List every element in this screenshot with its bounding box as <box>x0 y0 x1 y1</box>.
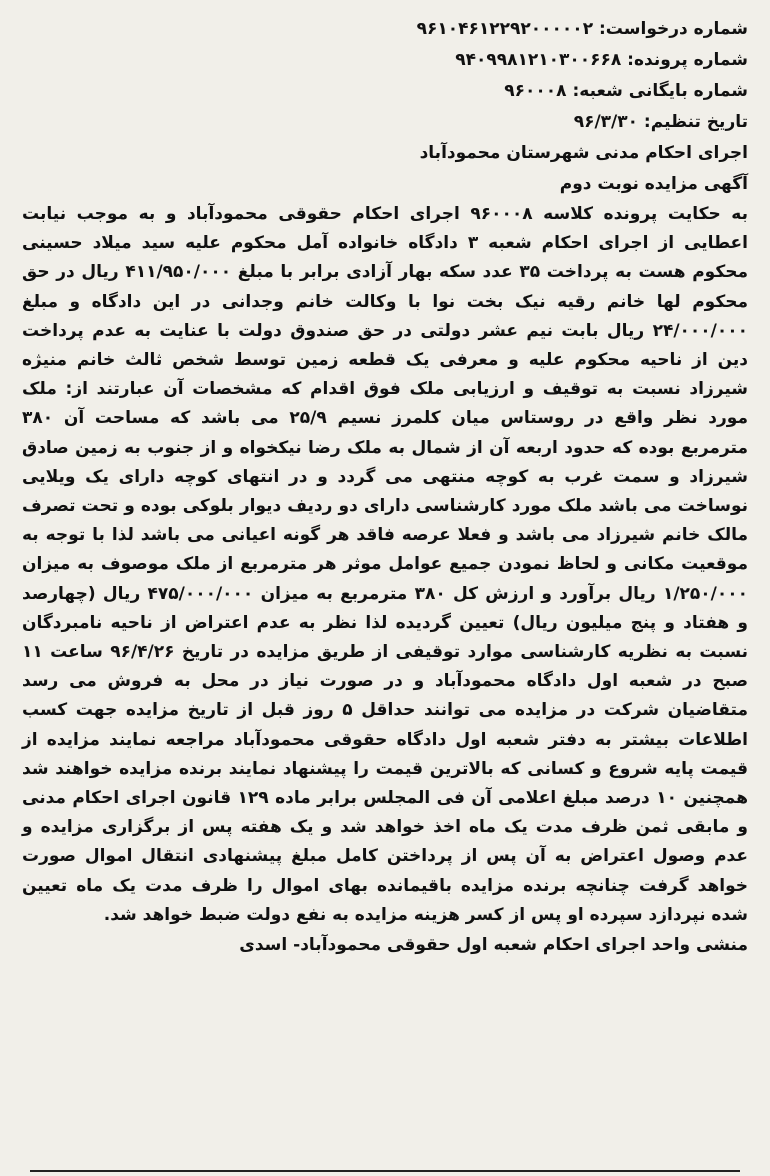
branch-archive-number: شماره بایگانی شعبه: ۹۶۰۰۰۸ <box>504 81 748 101</box>
case-number: شماره پرونده: ۹۴۰۹۹۸۱۲۱۰۳۰۰۶۶۸ <box>455 50 748 70</box>
issue-date: تاریخ تنظیم: ۹۶/۳/۳۰ <box>573 112 748 132</box>
notice-body: به حکایت پرونده کلاسه ۹۶۰۰۰۸ اجرای احکام حقوقی محمودآباد و به موجب نیابت اعطایی از اجرای احکام شعبه ۳ دادگاه خانواده آمل محکوم علیه سید میلاد حسینی محکوم هست به پرداخت ۳۵ عدد سکه بهار آزادی برابر با مبلغ ۴۱۱/۹۵۰/۰۰۰ ریال در حق محکوم لها خانم رقیه نیک بخت نوا با وکالت خانم وجدانی در این دادگاه و مبلغ ۲۴/۰۰۰/۰۰۰ ریال بابت نیم عشر دولتی در حق صندوق دولت با عنایت به عدم پرداخت دین از ناحیه محکوم علیه و معرفی یک قطعه زمین توسط شخص ثالث خانم منیژه شیرزاد نسبت به توقیف و ارزیابی ملک فوق اقدام که مشخصات آن عبارتند از: ملک مورد نظر واقع در روستاس میان کلمرز نسیم ۲۵/۹ می باشد که مساحت آن ۳۸۰ مترمربع بوده که حدود اربعه آن از شمال به ملک رضا نیکخواه و از جنوب به زمین صادق شیرزاد و سمت غرب به کوچه منتهی می گردد و در انتهای کوچه دارای یک ویلایی نوساخت می باشد ملک مورد کارشناسی دارای دو ردیف دیوار بلوکی بوده و تحت تصرف مالک خانم شیرزاد می باشد و فعلا عرصه فاقد هر گونه اعیانی می باشد لذا با توجه به موقعیت مکانی و لحاظ نمودن جمیع عوامل موثر هر مترمربع از ملک موصوف به میزان ۱/۲۵۰/۰۰۰ ریال برآورد و ارزش کل ۳۸۰ مترمربع به میزان ۴۷۵/۰۰۰/۰۰۰ ریال (چهارصد و هفتاد و پنج میلیون ریال) تعیین گردیده لذا نظر به عدم اعتراض از ناحیه نامبردگان نسبت به نظریه کارشناسی موارد توقیفی از طریق مزایده در تاریخ ۹۶/۴/۲۶ ساعت ۱۱ صبح در شعبه اول دادگاه محمودآباد و در صورت نیاز در محل به فروش می رسد متقاضیان شرکت در مزایده می توانند حداقل ۵ روز قبل از تاریخ مزایده جهت کسب اطلاعات بیشتر به دفتر شعبه اول دادگاه حقوقی محمودآباد مراجعه نمایند مزایده از قیمت پایه شروع و کسانی که بالاترین قیمت را پیشنهاد نمایند برنده مزایده خواهند شد همچنین ۱۰ درصد مبلغ اعلامی آن فی المجلس برابر ماده ۱۲۹ قانون اجرای احکام مدنی و مابقی ثمن ظرف مدت یک ماه اخذ خواهد شد و یک هفته پس از برگزاری مزایده و عدم وصول اعتراض به آن پس از پرداختن کامل مبلغ پیشنهادی انتقال اموال صورت خواهد گرفت چنانچه برنده مزایده باقیمانده بهای اموال را ظرف مدت یک ماه تعیین شده نپردازد سپرده او پس از کسر هزینه مزایده به نفع دولت ضبط خواهد شد. <box>22 204 748 925</box>
bottom-divider <box>30 1170 740 1172</box>
signature-line: منشی واحد اجرای احکام شعبه اول حقوقی محمودآباد- اسدی <box>239 935 748 956</box>
request-number: شماره درخواست: ۹۶۱۰۴۶۱۲۲۹۲۰۰۰۰۰۲ <box>416 19 748 39</box>
notice-title: آگهی مزایده نوبت دوم <box>559 174 748 194</box>
office-name: اجرای احکام مدنی شهرستان محمودآباد <box>419 143 748 163</box>
